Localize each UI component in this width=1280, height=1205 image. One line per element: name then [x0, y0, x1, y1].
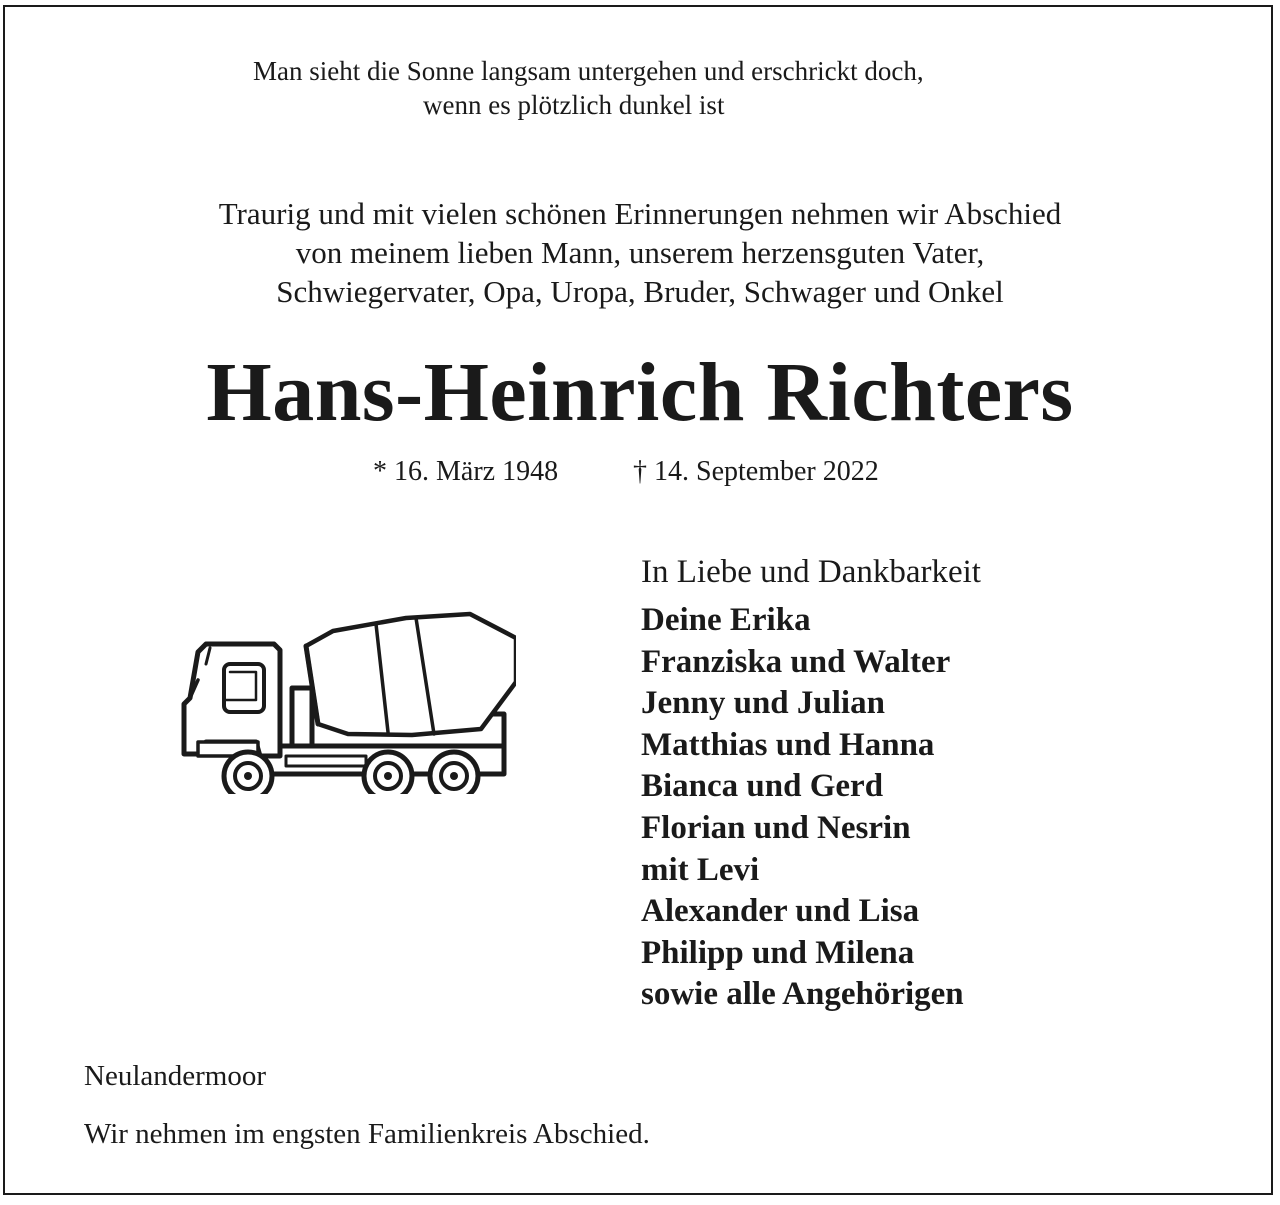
list-item: sowie alle Angehörigen: [641, 976, 964, 1013]
farewell-note: Wir nehmen im engsten Familienkreis Abschied.: [84, 1118, 650, 1150]
intro-text: [0, 194, 1280, 311]
list-item: Matthias und Hanna: [641, 726, 935, 763]
motto-line-1: Man sieht die Sonne langsam untergehen und erschrickt doch,: [253, 56, 924, 86]
obituary-border: [3, 5, 1273, 1195]
list-item: mit Levi: [641, 851, 760, 888]
birth-date: * 16. März 1948: [373, 456, 559, 487]
intro-line-2: von meinem lieben Mann, unserem herzensguten Vater,: [295, 235, 985, 270]
list-item: Jenny und Julian: [641, 685, 885, 722]
intro-line-1: Traurig und mit vielen schönen Erinnerungen nehmen wir Abschied: [218, 196, 1062, 231]
motto-line-2: wenn es plötzlich dunkel ist: [423, 90, 725, 120]
list-item: Florian und Nesrin: [641, 809, 911, 846]
list-item: Franziska und Walter: [641, 643, 951, 680]
list-item: Philipp und Milena: [641, 934, 915, 971]
deceased-name: Hans-Heinrich Richters: [206, 346, 1074, 439]
mourners-list: [641, 600, 964, 1016]
concrete-mixer-truck-icon: [176, 604, 516, 794]
place-name: Neulandermoor: [84, 1060, 266, 1092]
list-item: Alexander und Lisa: [641, 893, 920, 930]
list-item: Bianca und Gerd: [641, 768, 884, 805]
mourners-intro: In Liebe und Dankbarkeit: [641, 554, 981, 590]
list-item: Deine Erika: [641, 602, 811, 638]
death-date: † 14. September 2022: [633, 456, 879, 487]
intro-line-3: Schwiegervater, Opa, Uropa, Bruder, Schwager und Onkel: [276, 274, 1004, 309]
